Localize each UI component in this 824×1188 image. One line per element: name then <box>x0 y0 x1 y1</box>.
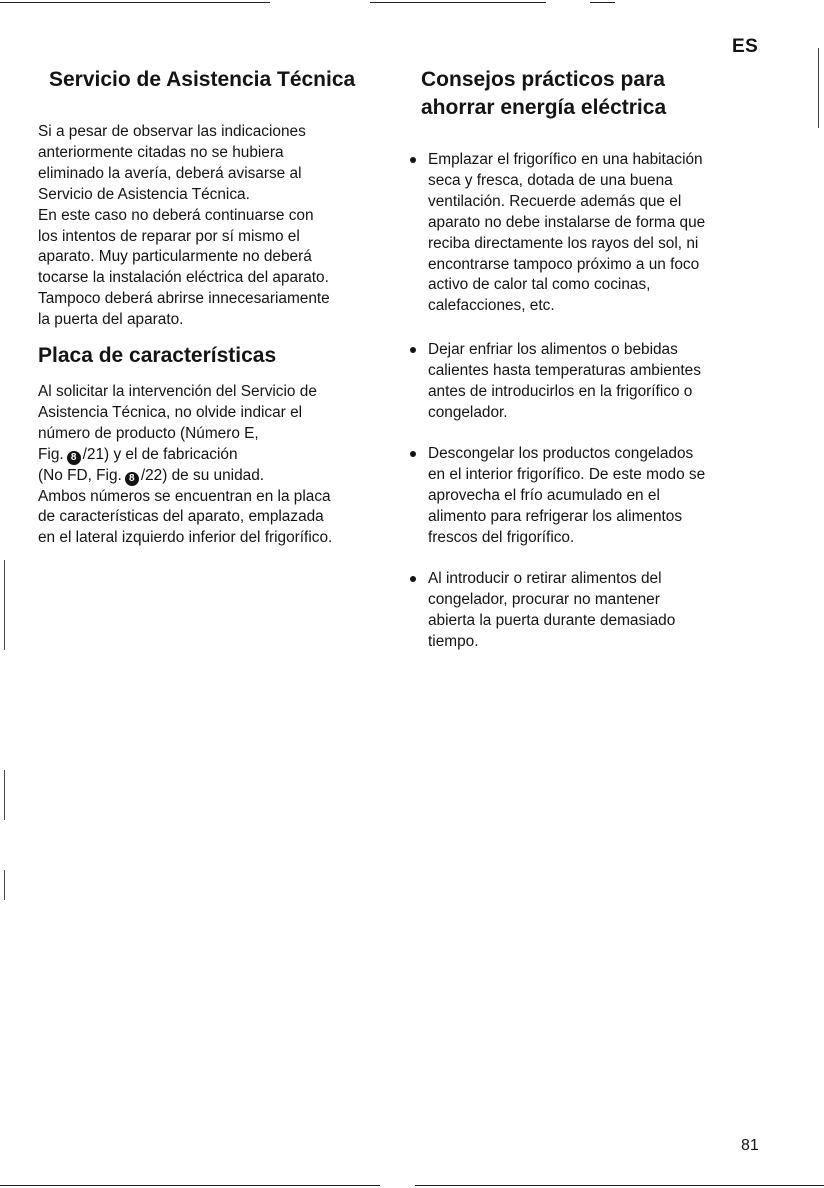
text-line: activo de calor tal como cocinas, <box>428 276 651 294</box>
text-line: calientes hasta temperaturas ambientes <box>428 361 701 379</box>
figure-number-badge: 8 <box>125 472 139 486</box>
heading-consejos-practicos <box>421 68 666 120</box>
text-line-fig-reference-1 <box>38 445 378 466</box>
text-line: congelador, procurar no mantener <box>428 590 660 608</box>
text-line: calefacciones, etc. <box>428 297 555 315</box>
left-margin-line-2 <box>4 770 5 820</box>
text-line: antes de introducirlos en la frigorífico o <box>428 382 693 400</box>
text-line: tocarse la instalación eléctrica del aparato. <box>38 269 329 287</box>
text-line: abierta la puerta durante demasiado <box>428 611 676 629</box>
language-tag: ES <box>732 36 759 57</box>
text-line: reciba directamente los rayos del sol, ni <box>428 234 699 252</box>
text-line: Emplazar el frigorífico en una habitación <box>428 151 703 168</box>
left-margin-line-3 <box>4 870 5 900</box>
text-line: Ambos números se encuentran en la placa <box>38 487 331 505</box>
text-line-fig-reference-2 <box>38 466 378 487</box>
text-line: aparato. Muy particularmente no deberá <box>38 248 312 266</box>
right-margin-line <box>818 48 819 128</box>
text-line: alimento para refrigerar los alimentos <box>428 507 683 525</box>
fig-suffix: /22) de su unidad. <box>140 466 265 484</box>
text-line: Si a pesar de observar las indicaciones <box>38 123 306 140</box>
text-line: en el lateral izquierdo inferior del frigorífico. <box>38 529 333 547</box>
text-line: ventilación. Recuerde además que el <box>428 192 682 210</box>
text-line: aparato no debe instalarse de forma que <box>428 213 706 231</box>
bullet-icon <box>410 347 416 353</box>
bullet-icon <box>410 157 416 163</box>
top-rule-left <box>0 2 270 3</box>
list-item <box>410 444 754 549</box>
text-line: frescos del frigorífico. <box>428 528 575 546</box>
text-line: Asistencia Técnica, no olvide indicar el <box>38 403 303 421</box>
text-line: Tampoco deberá abrirse innecesariamente <box>38 290 330 308</box>
text-line: aprovecha el frío acumulado en el <box>428 486 660 504</box>
page-number: 81 <box>741 1137 759 1154</box>
text-line: encontrarse tampoco próximo a un foco <box>428 255 700 273</box>
bottom-rule-left <box>0 1185 380 1186</box>
text-line: Al introducir o retirar alimentos del <box>428 570 662 587</box>
paragraph-placa-caracteristicas <box>38 382 378 549</box>
text-line: los intentos de reparar por sí mismo el <box>38 227 300 245</box>
text-line: En este caso no deberá continuarse con <box>38 206 314 224</box>
paragraph-servicio-asistencia <box>38 122 378 331</box>
list-item <box>410 340 754 424</box>
text-line: seca y fresca, dotada de una buena <box>428 171 673 189</box>
text-line: la puerta del aparato. <box>38 311 184 329</box>
text-line: Descongelar los productos congelados <box>428 445 694 462</box>
text-line: anteriormente citadas no se hubiera <box>38 143 284 161</box>
text-line: número de producto (Número E, <box>38 424 259 442</box>
text-line: Dejar enfriar los alimentos o bebidas <box>428 341 678 358</box>
heading-servicio-asistencia: Servicio de Asistencia Técnica <box>49 68 356 91</box>
heading-line: ahorrar energía eléctrica <box>421 96 667 119</box>
text-line: congelador. <box>428 403 508 421</box>
text-line: tiempo. <box>428 632 479 650</box>
text-line: Al solicitar la intervención del Servicio de <box>38 383 317 400</box>
fig-suffix: /21) y el de fabricación <box>82 445 238 463</box>
heading-placa-caracteristicas: Placa de características <box>38 344 277 367</box>
text-line: en el interior frigorífico. De este modo se <box>428 465 706 483</box>
text-line: de características del aparato, emplazada <box>38 508 324 526</box>
figure-number-badge: 8 <box>67 451 81 465</box>
text-line: eliminado la avería, deberá avisarse al <box>38 164 302 182</box>
list-item <box>410 150 754 317</box>
bullet-icon <box>410 576 416 582</box>
top-rule-right <box>590 2 615 3</box>
heading-line: Consejos prácticos para <box>421 68 665 91</box>
fig-label: (No FD, Fig. <box>38 466 122 484</box>
bullet-icon <box>410 451 416 457</box>
top-rule-mid <box>370 2 546 3</box>
list-item <box>410 569 754 653</box>
fig-label: Fig. <box>38 445 64 463</box>
left-margin-line-1 <box>4 560 5 650</box>
text-line: Servicio de Asistencia Técnica. <box>38 185 250 203</box>
bottom-rule-right <box>415 1185 824 1186</box>
